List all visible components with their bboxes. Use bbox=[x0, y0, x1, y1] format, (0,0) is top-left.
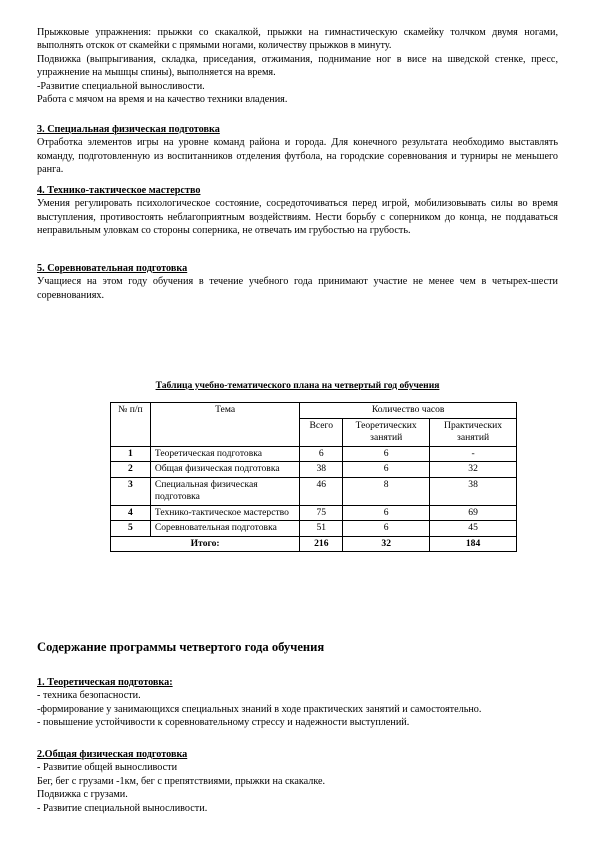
section-5-title: 5. Соревновательная подготовка bbox=[37, 263, 188, 274]
section-4-text: Умения регулировать психологическое состояние, сосредоточиваться перед игрой, мобилизовывать силы во время выступления, противостоять неблагоприятным воздействиям. Нести борьбу с соперником до конца, не поддаваться неправильным уловкам со стороны соперника, не отвечать им грубостью на грубость. bbox=[37, 198, 558, 237]
row-num: 3 bbox=[111, 477, 151, 505]
intro-line: -Развитие специальной выносливости. bbox=[37, 80, 205, 92]
program-general-title: 2.Общая физическая подготовка bbox=[37, 749, 188, 760]
section-4 bbox=[37, 184, 558, 238]
table-header-row bbox=[111, 403, 517, 419]
row-theory: 8 bbox=[343, 477, 430, 505]
program-general-section bbox=[37, 748, 558, 815]
table-row bbox=[111, 462, 517, 478]
section-5 bbox=[37, 262, 558, 302]
row-total: 38 bbox=[300, 462, 343, 478]
table-row bbox=[111, 446, 517, 462]
header-topic: Тема bbox=[150, 403, 300, 447]
row-theory: 6 bbox=[343, 462, 430, 478]
row-num: 5 bbox=[111, 521, 151, 537]
row-num: 2 bbox=[111, 462, 151, 478]
row-practice: 38 bbox=[430, 477, 517, 505]
row-practice: 69 bbox=[430, 505, 517, 521]
intro-line: Прыжковые упражнения: прыжки со скакалкой, прыжки на гимнастическую скамейку толчком двумя ногами, выполнять отскок от скамейки с прямыми ногами, количеству прыжков в минуту. bbox=[37, 27, 558, 52]
section-5-text: Учащиеся на этом году обучения в течение учебного года принимают участие не менее чем в четырех-шести соревнованиях. bbox=[37, 276, 558, 301]
program-general-line: Бег, бег с грузами -1км, бег с препятствиями, прыжки на скакалке. bbox=[37, 775, 326, 787]
table-row bbox=[111, 477, 517, 505]
row-theory: 6 bbox=[343, 505, 430, 521]
program-theory-line: -формирование у занимающихся специальных знаний в ходе практических занятий и самостоятельно. bbox=[37, 703, 482, 715]
curriculum-table bbox=[110, 402, 517, 552]
section-3-title: 3. Специальная физическая подготовка bbox=[37, 124, 220, 135]
row-topic: Соревновательная подготовка bbox=[150, 521, 300, 537]
total-theory: 32 bbox=[343, 536, 430, 552]
total-practice: 184 bbox=[430, 536, 517, 552]
row-total: 6 bbox=[300, 446, 343, 462]
row-num: 1 bbox=[111, 446, 151, 462]
intro-block bbox=[37, 26, 558, 106]
section-3 bbox=[37, 123, 558, 177]
row-theory: 6 bbox=[343, 446, 430, 462]
program-theory-line: - повышение устойчивости к соревновательному стрессу и надежности выступлений. bbox=[37, 717, 410, 729]
row-topic: Общая физическая подготовка bbox=[150, 462, 300, 478]
row-topic: Теоретическая подготовка bbox=[150, 446, 300, 462]
program-theory-section bbox=[37, 676, 558, 730]
program-title: Содержание программы четвертого года обучения bbox=[37, 640, 325, 654]
row-topic: Специальная физическая подготовка bbox=[150, 477, 300, 505]
header-practice: Практических занятий bbox=[430, 418, 517, 446]
program-general-line: - Развитие специальной выносливости. bbox=[37, 802, 208, 814]
intro-line: Подвижка (выпрыгивания, складка, приседания, отжимания, поднимание ног в висе на шведской стенке, пресс, упражнение на мышцы спины), выполняется на время. bbox=[37, 53, 558, 79]
section-3-text: Отработка элементов игры на уровне команд района и города. Для конечного результата необходимо выставлять команду, подготовленную из воспитанников отделения футбола, на городские соревнования и турниры не меньшего ранга. bbox=[37, 137, 558, 176]
row-practice: - bbox=[430, 446, 517, 462]
program-general-line: Подвижка с грузами. bbox=[37, 789, 128, 801]
row-total: 75 bbox=[300, 505, 343, 521]
table-row bbox=[111, 505, 517, 521]
header-num: № п/п bbox=[111, 403, 151, 447]
table-total-row bbox=[111, 536, 517, 552]
row-num: 4 bbox=[111, 505, 151, 521]
header-hours: Количество часов bbox=[300, 403, 517, 419]
table-row bbox=[111, 521, 517, 537]
section-4-title: 4. Технико-тактическое мастерство bbox=[37, 185, 201, 196]
row-topic: Технико-тактическое мастерство bbox=[150, 505, 300, 521]
row-practice: 45 bbox=[430, 521, 517, 537]
intro-line: Работа с мячом на время и на качество техники владения. bbox=[37, 94, 288, 106]
table-caption: Таблица учебно-тематического плана на четвертый год обучения bbox=[155, 380, 440, 391]
program-theory-line: - техника безопасности. bbox=[37, 690, 141, 702]
row-total: 51 bbox=[300, 521, 343, 537]
header-theory: Теоретических занятий bbox=[343, 418, 430, 446]
total-label: Итого: bbox=[111, 536, 300, 552]
row-practice: 32 bbox=[430, 462, 517, 478]
total-all: 216 bbox=[300, 536, 343, 552]
header-total: Всего bbox=[300, 418, 343, 446]
program-general-line: - Развитие общей выносливости bbox=[37, 762, 178, 774]
program-theory-title: 1. Теоретическая подготовка: bbox=[37, 677, 173, 688]
row-theory: 6 bbox=[343, 521, 430, 537]
row-total: 46 bbox=[300, 477, 343, 505]
